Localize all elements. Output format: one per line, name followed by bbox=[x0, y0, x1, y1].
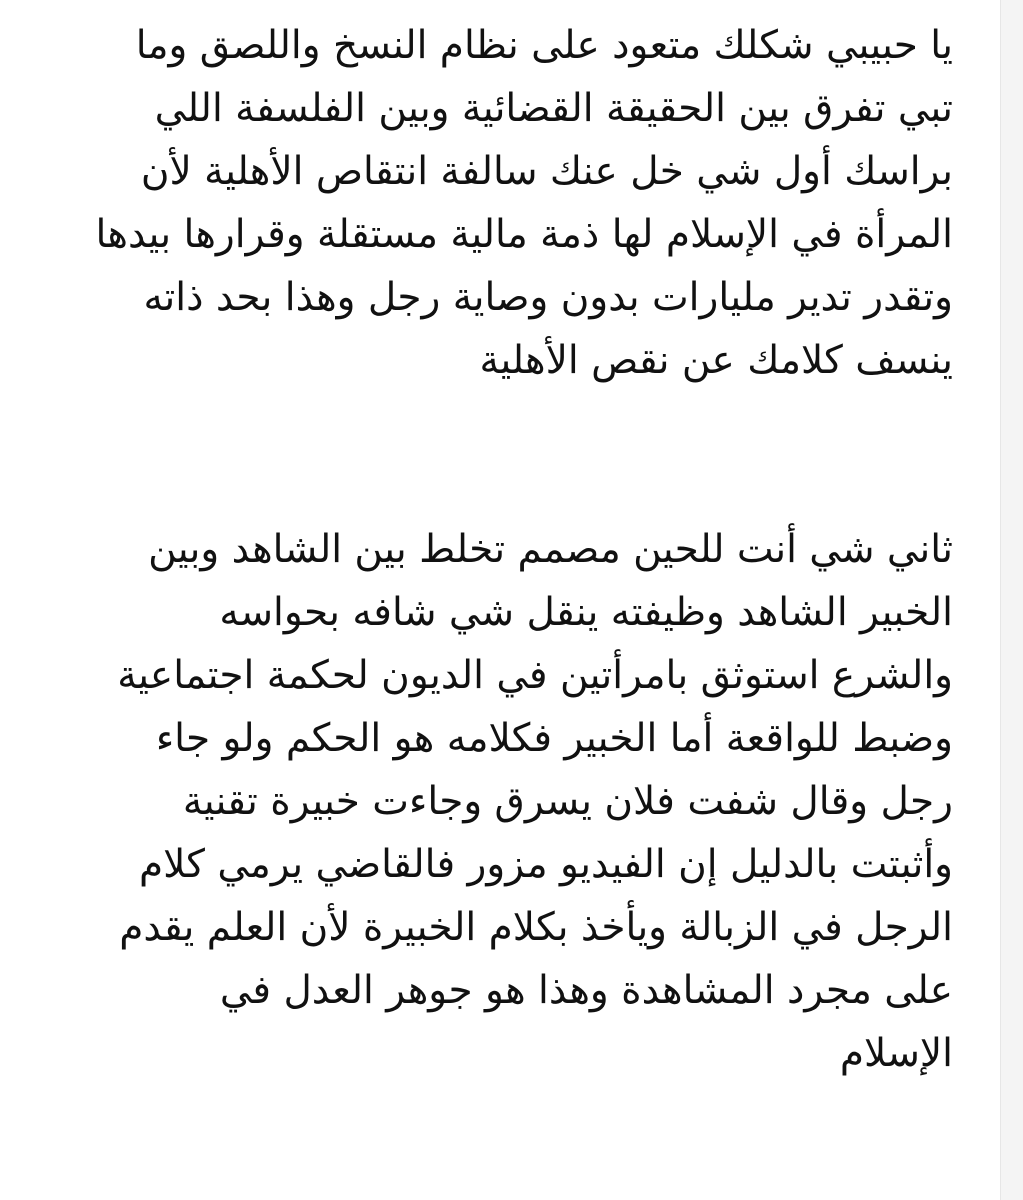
text-line: وضبط للواقعة أما الخبير فكلامه هو الحكم ولو جاء bbox=[155, 716, 953, 761]
text-line: الخبير الشاهد وظيفته ينقل شي شافه بحواسه bbox=[219, 590, 953, 635]
text-line: الإسلام bbox=[839, 1031, 953, 1076]
paragraph-2 bbox=[60, 518, 953, 1085]
text-line: والشرع استوثق بامرأتين في الديون لحكمة اجتماعية bbox=[117, 653, 953, 698]
scroll-edge bbox=[1000, 0, 1023, 1200]
text-line: على مجرد المشاهدة وهذا هو جوهر العدل في bbox=[219, 968, 953, 1013]
text-line: ثاني شي أنت للحين مصمم تخلط بين الشاهد وبين bbox=[148, 527, 953, 572]
text-line: براسك أول شي خل عنك سالفة انتقاص الأهلية لأن bbox=[140, 149, 953, 194]
text-line: وأثبتت بالدليل إن الفيديو مزور فالقاضي يرمي كلام bbox=[138, 842, 953, 887]
text-line: وتقدر تدير مليارات بدون وصاية رجل وهذا بحد ذاته bbox=[143, 275, 953, 320]
text-line: الرجل في الزبالة ويأخذ بكلام الخبيرة لأن العلم يقدم bbox=[119, 905, 953, 950]
paragraph-1 bbox=[60, 14, 953, 392]
text-line: ينسف كلامك عن نقص الأهلية bbox=[479, 338, 953, 383]
text-line: المرأة في الإسلام لها ذمة مالية مستقلة وقرارها بيدها bbox=[95, 212, 953, 257]
text-line: يا حبيبي شكلك متعود على نظام النسخ واللصق وما bbox=[135, 23, 953, 68]
paragraph-gap bbox=[60, 392, 953, 518]
text-line: تبي تفرق بين الحقيقة القضائية وبين الفلسفة اللي bbox=[154, 86, 953, 131]
text-line: رجل وقال شفت فلان يسرق وجاءت خبيرة تقنية bbox=[182, 779, 953, 824]
